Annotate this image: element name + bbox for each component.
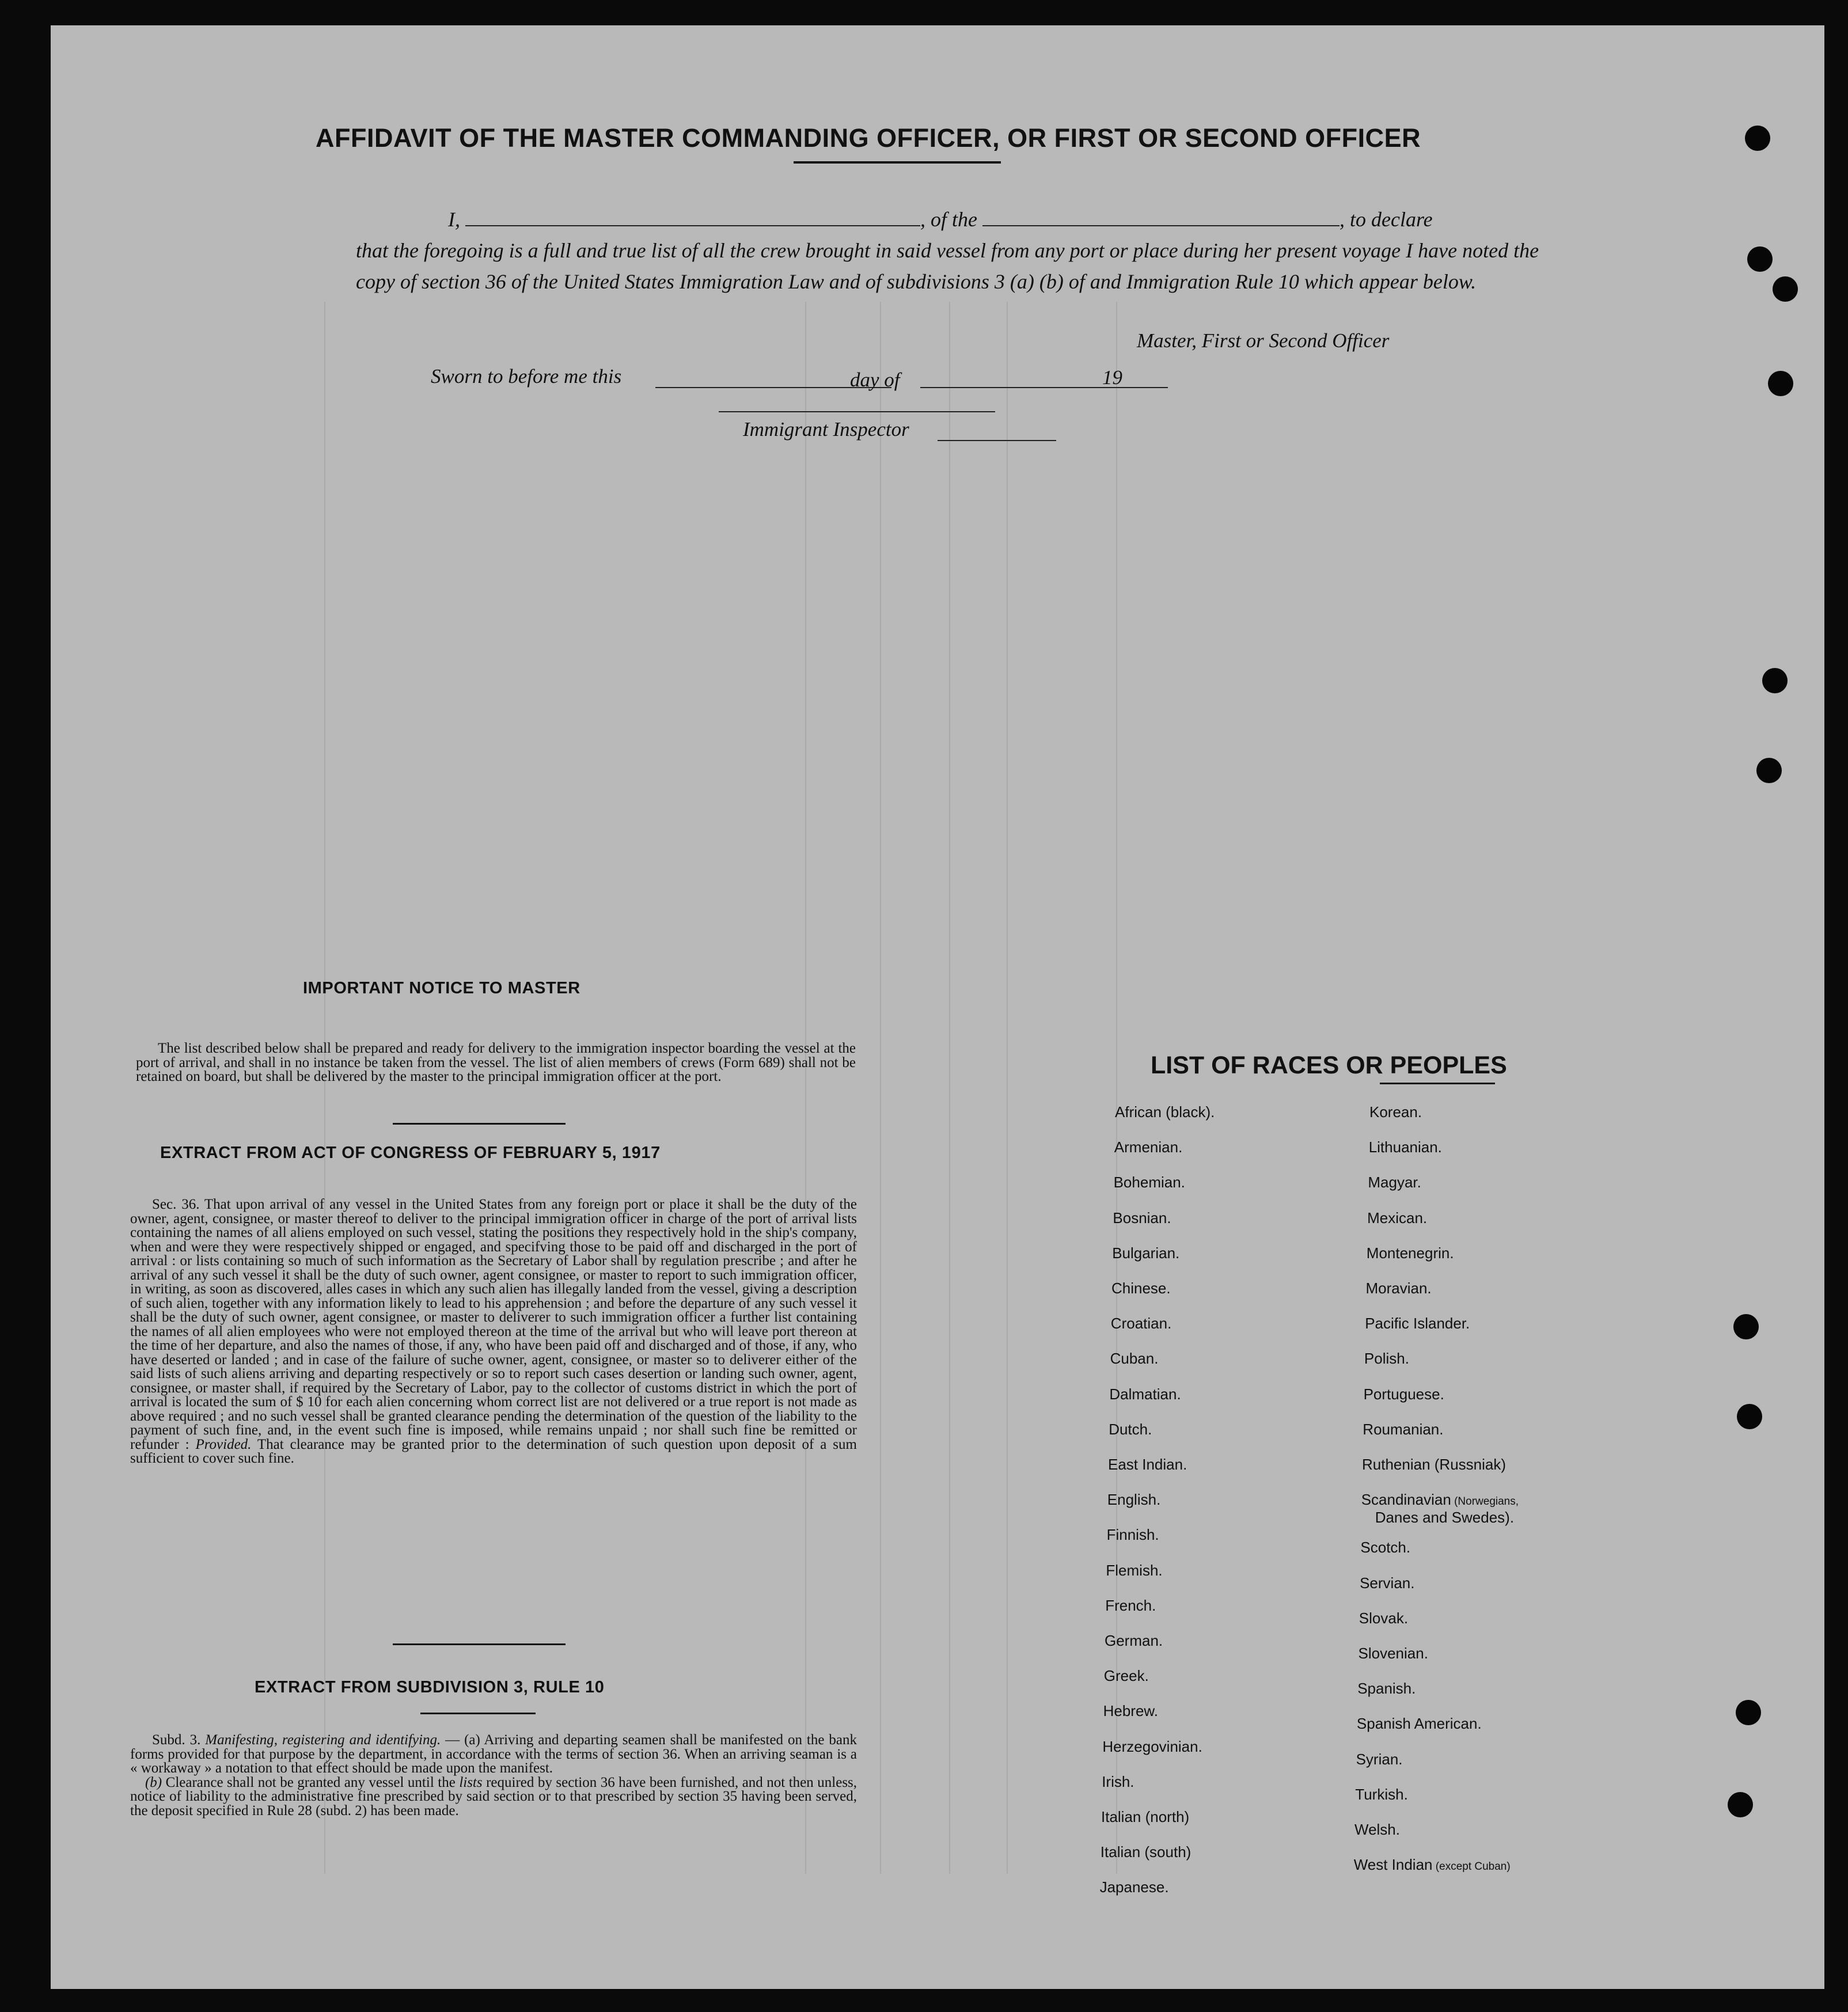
ghost-column-line <box>949 302 950 1874</box>
race-note-line2: Danes and Swedes). <box>1375 1509 1515 1527</box>
act-sec-label: Sec. 36. <box>152 1197 200 1212</box>
race-item <box>1366 1280 1432 1297</box>
race-item <box>1354 1856 1511 1874</box>
race-item <box>1363 1421 1443 1438</box>
race-item <box>1359 1645 1428 1662</box>
punch-hole <box>1747 246 1773 272</box>
race-item: Japanese. <box>1099 1878 1169 1896</box>
race-item: Herzegovinian. <box>1102 1737 1202 1755</box>
race-label: Lithuanian. <box>1368 1138 1442 1156</box>
race-item <box>1355 1786 1408 1804</box>
punch-hole <box>1737 1404 1762 1429</box>
race-item: Bulgarian. <box>1112 1244 1180 1262</box>
affidavit-title: AFFIDAVIT OF THE MASTER COMMANDING OFFICER, OR FIRST OR SECOND OFFICER <box>316 123 1421 153</box>
rule-subd-title: Manifesting, registering and identifying. <box>205 1732 441 1748</box>
race-item: Armenian. <box>1114 1138 1183 1156</box>
affidavit-body <box>356 204 1571 297</box>
ghost-column-line <box>1007 302 1008 1874</box>
rule-heading: EXTRACT FROM SUBDIVISION 3, RULE 10 <box>255 1678 605 1696</box>
race-label: Syrian. <box>1356 1750 1403 1768</box>
race-item <box>1364 1350 1409 1368</box>
race-item <box>1367 1209 1427 1227</box>
race-item <box>1368 1174 1421 1191</box>
race-label: Magyar. <box>1368 1174 1421 1191</box>
race-item: French. <box>1105 1596 1156 1614</box>
punch-hole <box>1736 1700 1761 1725</box>
race-item <box>1369 1138 1442 1156</box>
race-item: Flemish. <box>1106 1561 1163 1579</box>
act-rule <box>393 1643 566 1645</box>
race-item <box>1357 1715 1482 1733</box>
race-label: Slovenian. <box>1358 1645 1428 1662</box>
race-note: (except Cuban) <box>1432 1861 1511 1873</box>
affidavit-i-label: I, <box>448 208 460 231</box>
race-item <box>1359 1609 1408 1627</box>
race-item <box>1364 1385 1444 1403</box>
year-label: 19 <box>1102 366 1122 389</box>
vessel-blank[interactable] <box>982 225 1339 226</box>
rule-text-a: — (a) Arriving and departing seamen shall be manifested on the bank forms provided for that purpose by the department, in accordance with the terms of section 36. When an arriving seaman is a « workaway » a notation to that effect should be made upon the manifest. <box>130 1732 857 1776</box>
race-label: Montenegrin. <box>1366 1244 1454 1262</box>
race-label: Scandinavian <box>1361 1491 1451 1509</box>
act-body: That upon arrival of any vessel in the United States from any foreign port or place it shall be the duty of the owner, agent, consignee, or master thereof to deliver to the principal immigration officer in charge of the port of arrival lists containing the names of all aliens employed on such vessel, stating the positions they respectively hold in the ship's company, when and were they were respectively shipped or engaged, and specifving those to be paid off and discharged in the port of arrival : or lists containing so much of such information as the Secretary of Labor shall by regulation prescribe ; and after he arrival of any such vessel it shall be the duty of such owner, agent consignee, or master to report to such immigration officer, in writing, as soon as discovered, alles cases in which any such alien has illegally landed from the vessel, giving a description of such alien, together with any information likely to lead to his apprehension ; and before the departure of any such vessel it shall be the duty of such owner, agent consignee, or master to deliverer to such immigration officer a further list containing the names of all alien employees who were not employed thereon at the time of the arrival but who will leave port thereon at the time of her departure, and also the names of those, if any, who have been paid off and discharged and of those, if any, who have deserted or landed ; and in case of the failure of suche owner, agent, consignee, or master so to deliverer either of the said lists of such aliens arriving and departing respectively or so to report such cases desertion or landing such owner, agent, consignee, or master shall, if required by the Secretary of Labor, pay to the collector of customs district in which the port of arrival is located the sum of $ 10 for each alien concerning whom correct list are not delivered or a true report is not made as above required ; and no such vessel shall be granted clearance pending the determination of the question of the liability to the payment of such fine, and, in the event such fine is imposed, while remains unpaid ; nor shall such fine be remitted or refunder : <box>130 1197 857 1452</box>
race-item: Irish. <box>1102 1772 1134 1790</box>
race-label: West Indian <box>1353 1856 1433 1874</box>
rule-subd-label: Subd. 3. <box>152 1732 201 1748</box>
race-item: Hebrew. <box>1103 1702 1158 1720</box>
to-declare-label: , to declare <box>1339 208 1433 231</box>
race-item <box>1354 1821 1400 1839</box>
race-item <box>1361 1491 1519 1527</box>
race-item: Croatian. <box>1110 1315 1172 1333</box>
act-body-end: That clearance may be granted prior to the determination of such question upon deposit of a sum sufficient to cover such fine. <box>130 1436 857 1466</box>
race-label: Pacific Islander. <box>1365 1315 1470 1333</box>
races-title: LIST OF RACES OR PEOPLES <box>1151 1051 1507 1079</box>
notice-rule <box>393 1123 566 1125</box>
race-item <box>1362 1456 1506 1474</box>
race-label: Korean. <box>1369 1103 1422 1121</box>
act-text <box>130 1198 857 1466</box>
race-item: African (black). <box>1115 1103 1215 1121</box>
rule-lists-word: lists <box>459 1774 483 1790</box>
race-item: German. <box>1105 1632 1163 1649</box>
race-item <box>1360 1539 1410 1557</box>
notice-text: The list described below shall be prepared and ready for delivery to the immigration inspector boarding the vessel at the port of arrival, and shall in no instance be taken from the vessel. The list of alien members of crews (Form 689) shall not be retained on board, but shall be delivered by the master to the principal immigration officer at the port. <box>136 1041 856 1084</box>
race-item: English. <box>1107 1491 1161 1509</box>
inspector-signature-blank[interactable] <box>719 411 995 412</box>
race-item <box>1356 1751 1403 1768</box>
race-label: Ruthenian (Russniak) <box>1362 1456 1507 1473</box>
race-item: Italian (south) <box>1100 1843 1191 1861</box>
ghost-column-line <box>805 302 806 1874</box>
race-item: Finnish. <box>1106 1526 1159 1544</box>
inspector-blank[interactable] <box>938 440 1056 441</box>
rule-text <box>130 1733 857 1818</box>
race-item <box>1369 1103 1422 1121</box>
races-rule <box>1380 1083 1495 1084</box>
notice-heading: IMPORTANT NOTICE TO MASTER <box>303 979 580 997</box>
race-item: Italian (north) <box>1101 1808 1190 1825</box>
race-label: Roumanian. <box>1363 1420 1444 1438</box>
punch-hole <box>1756 758 1782 783</box>
punch-hole <box>1768 371 1793 396</box>
race-item: Bosnian. <box>1113 1209 1171 1227</box>
race-label: Turkish. <box>1355 1785 1408 1803</box>
day-of-label: day of <box>850 369 900 391</box>
race-label: Mexican. <box>1367 1209 1428 1227</box>
punch-hole <box>1773 276 1798 302</box>
punch-hole <box>1728 1792 1753 1817</box>
race-item: Greek. <box>1103 1667 1149 1685</box>
ghost-column-line <box>880 302 881 1874</box>
race-note: (Norwegians, <box>1451 1495 1519 1508</box>
race-label: Welsh. <box>1354 1821 1400 1838</box>
name-blank[interactable] <box>465 225 920 226</box>
title-rule <box>794 161 1001 164</box>
act-heading: EXTRACT FROM ACT OF CONGRESS OF FEBRUARY 5, 1917 <box>160 1144 661 1162</box>
master-signature-label: Master, First or Second Officer <box>1137 329 1390 352</box>
rule-text-b1: Clearance shall not be granted any vessel until the <box>165 1774 456 1790</box>
race-item: Cuban. <box>1110 1350 1159 1368</box>
race-item: East Indian. <box>1108 1456 1187 1473</box>
inspector-label: Immigrant Inspector <box>743 418 909 441</box>
act-provided-label: Provided. <box>195 1436 252 1452</box>
punch-hole <box>1762 668 1788 693</box>
race-label: Scotch. <box>1360 1539 1411 1557</box>
document-sheet <box>51 25 1824 1989</box>
race-label: Spanish American. <box>1356 1715 1482 1733</box>
ghost-column-line <box>324 302 325 1874</box>
race-item: Chinese. <box>1111 1280 1171 1297</box>
rule-b-label: (b) <box>145 1774 162 1790</box>
race-item <box>1360 1574 1414 1592</box>
race-label: Spanish. <box>1357 1680 1416 1698</box>
race-item: Bohemian. <box>1113 1174 1185 1191</box>
sworn-label: Sworn to before me this <box>431 365 622 388</box>
rule-heading-rule <box>420 1713 536 1714</box>
punch-hole <box>1745 126 1770 151</box>
rule-text-b2: required by section 36 have been furnished, and not then unless, notice of liability to the administrative fine prescribed by said section or to that prescribed by section 35 having been served, the deposit specified in Rule 28 (subd. 2) has been made. <box>130 1774 857 1819</box>
race-item <box>1365 1315 1470 1333</box>
race-label: Portuguese. <box>1363 1385 1444 1403</box>
year-blank[interactable] <box>1128 387 1168 388</box>
race-item: Dutch. <box>1109 1420 1152 1438</box>
race-item <box>1367 1244 1454 1262</box>
race-label: Slovak. <box>1359 1609 1409 1627</box>
punch-hole <box>1733 1314 1759 1339</box>
race-item <box>1357 1680 1416 1698</box>
of-the-label: , of the <box>920 208 977 231</box>
race-label: Servian. <box>1360 1574 1415 1592</box>
race-label: Moravian. <box>1365 1280 1432 1297</box>
race-label: Polish. <box>1364 1350 1409 1368</box>
race-item: Dalmatian. <box>1109 1385 1181 1403</box>
affidavit-text: that the foregoing is a full and true list of all the crew brought in said vessel from any port or place during her present voyage I have noted the copy of section 36 of the United States Immigration Law and of subdivisions 3 (a) (b) of and Immigration Rule 10 which appear below. <box>356 239 1539 293</box>
